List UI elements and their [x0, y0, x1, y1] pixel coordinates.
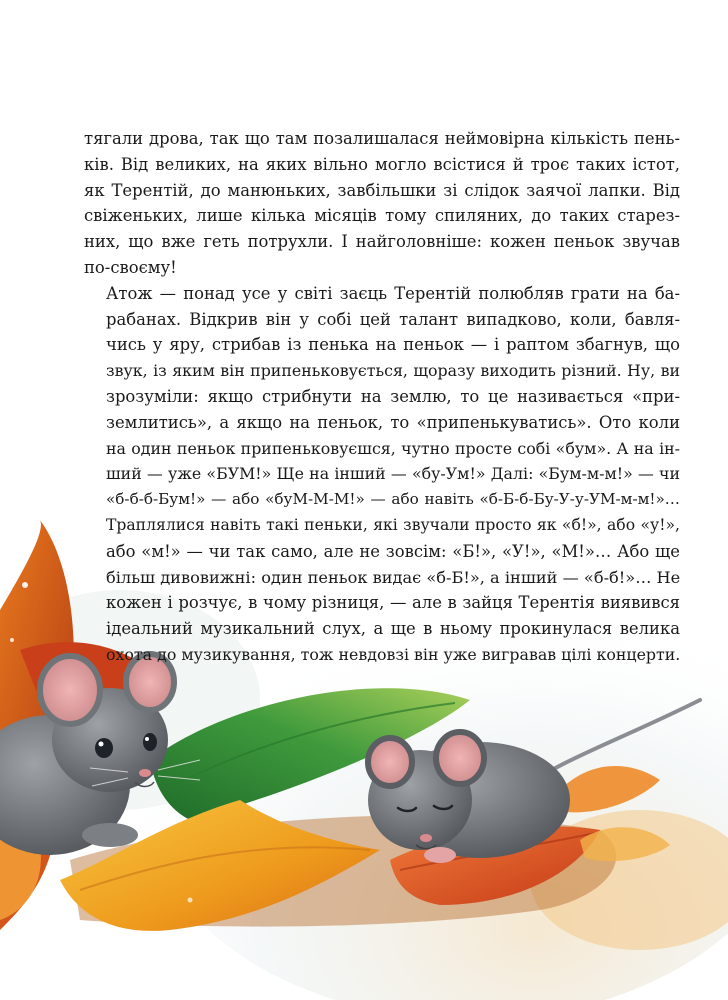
text-line: Атож — понад усе у світі заєць Терентій полюбляв грати на ба-: [106, 283, 680, 303]
text-line: «б-б-б-Бум!» — або «буМ-М-М!» — або навіть «б-Б-б-Бу-У-у-УМ-м-м!»…: [106, 490, 680, 509]
text-line: Траплялися навіть такі пеньки, які звучали просто як «б!», або «у!»,: [106, 515, 680, 534]
text-line: по-своєму!: [84, 257, 177, 277]
text-line: свіженьких, лише кілька місяців тому спиляних, до таких старез-: [84, 206, 680, 226]
text-line: ків. Від великих, на яких вільно могло всістися й троє таких істот,: [84, 154, 680, 174]
story-text: [84, 126, 680, 668]
text-line: кожен і розчує, в чому різниця, — але в зайця Терентія виявився: [106, 593, 680, 613]
text-line: тягали дрова, так що там позалишалася неймовірна кількість пень-: [84, 129, 680, 148]
text-line: них, що вже геть потрухли. І найголовніше: кожен пеньок звучав: [84, 232, 680, 252]
text-line: чись у яру, стрибав із пенька на пеньок — і раптом збагнув, що: [106, 335, 680, 355]
text-line: як Терентій, до манюньких, завбільшки зі слідок заячої лапки. Від: [84, 180, 680, 200]
text-line: землитись», а якщо на пеньок, то «припенькуватись». Ото коли: [106, 412, 680, 432]
text-line: ідеальний музикальний слух, а ще в ньому прокинулася велика: [106, 619, 680, 639]
text-line: ший — уже «БУМ!» Ще на інший — «бу-Ум!» Далі: «Бум-м-м!» — чи: [106, 464, 680, 484]
text-line: зрозуміли: якщо стрибнути на землю, то це називається «при-: [106, 386, 680, 406]
text-line: на один пеньок припеньковуєшся, чутно просте собі «бум». А на ін-: [106, 438, 680, 458]
text-line: охота до музикування, тож невдовзі він уже вигравав цілі концерти.: [106, 644, 681, 664]
text-line: рабанах. Відкрив він у собі цей талант випадково, коли, бавля-: [106, 309, 680, 329]
text-line: звук, із яким він припеньковується, щоразу виходить різний. Ну, ви: [106, 361, 680, 381]
text-line: більш дивовижні: один пеньок видає «б-Б!», а інший — «б-б!»… Не: [106, 567, 681, 587]
paragraph-2: [84, 281, 680, 668]
text-line: або «м!» — чи так само, але не зовсім: «Б!», «У!», «М!»… Або ще: [106, 541, 680, 561]
paragraph-1: [84, 126, 680, 281]
